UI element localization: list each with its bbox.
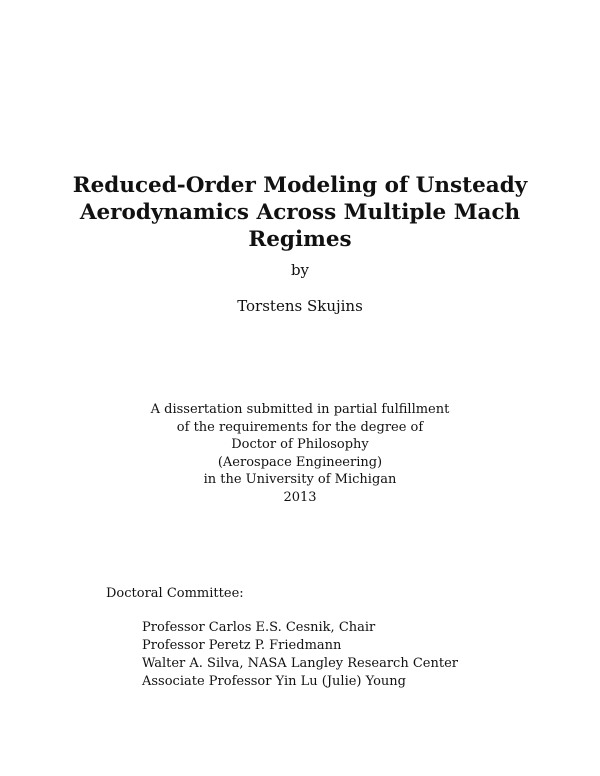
statement-year: 2013 (283, 489, 317, 505)
committee-list (142, 619, 458, 691)
committee-member: Professor Carlos E.S. Cesnik, Chair (142, 620, 376, 635)
committee-member: Professor Peretz P. Friedmann (142, 638, 342, 653)
author-name: Torstens Skujins (237, 297, 363, 315)
statement-line: of the requirements for the degree of (176, 419, 424, 435)
dissertation-title (0, 172, 600, 253)
title-line: Aerodynamics Across Multiple Mach (79, 200, 521, 225)
degree-statement (0, 401, 600, 506)
title-line: Regimes (248, 227, 352, 252)
statement-line: Doctor of Philosophy (231, 437, 369, 452)
committee-member: Walter A. Silva, NASA Langley Research Center (142, 656, 458, 671)
statement-line: A dissertation submitted in partial fulfillment (150, 402, 450, 417)
statement-line: (Aerospace Engineering) (217, 454, 383, 470)
committee-heading: Doctoral Committee: (106, 586, 244, 601)
title-line: Reduced-Order Modeling of Unsteady (72, 173, 528, 198)
by-label: by (290, 261, 310, 279)
committee-member: Associate Professor Yin Lu (Julie) Young (142, 674, 406, 689)
statement-line: in the University of Michigan (203, 472, 397, 487)
